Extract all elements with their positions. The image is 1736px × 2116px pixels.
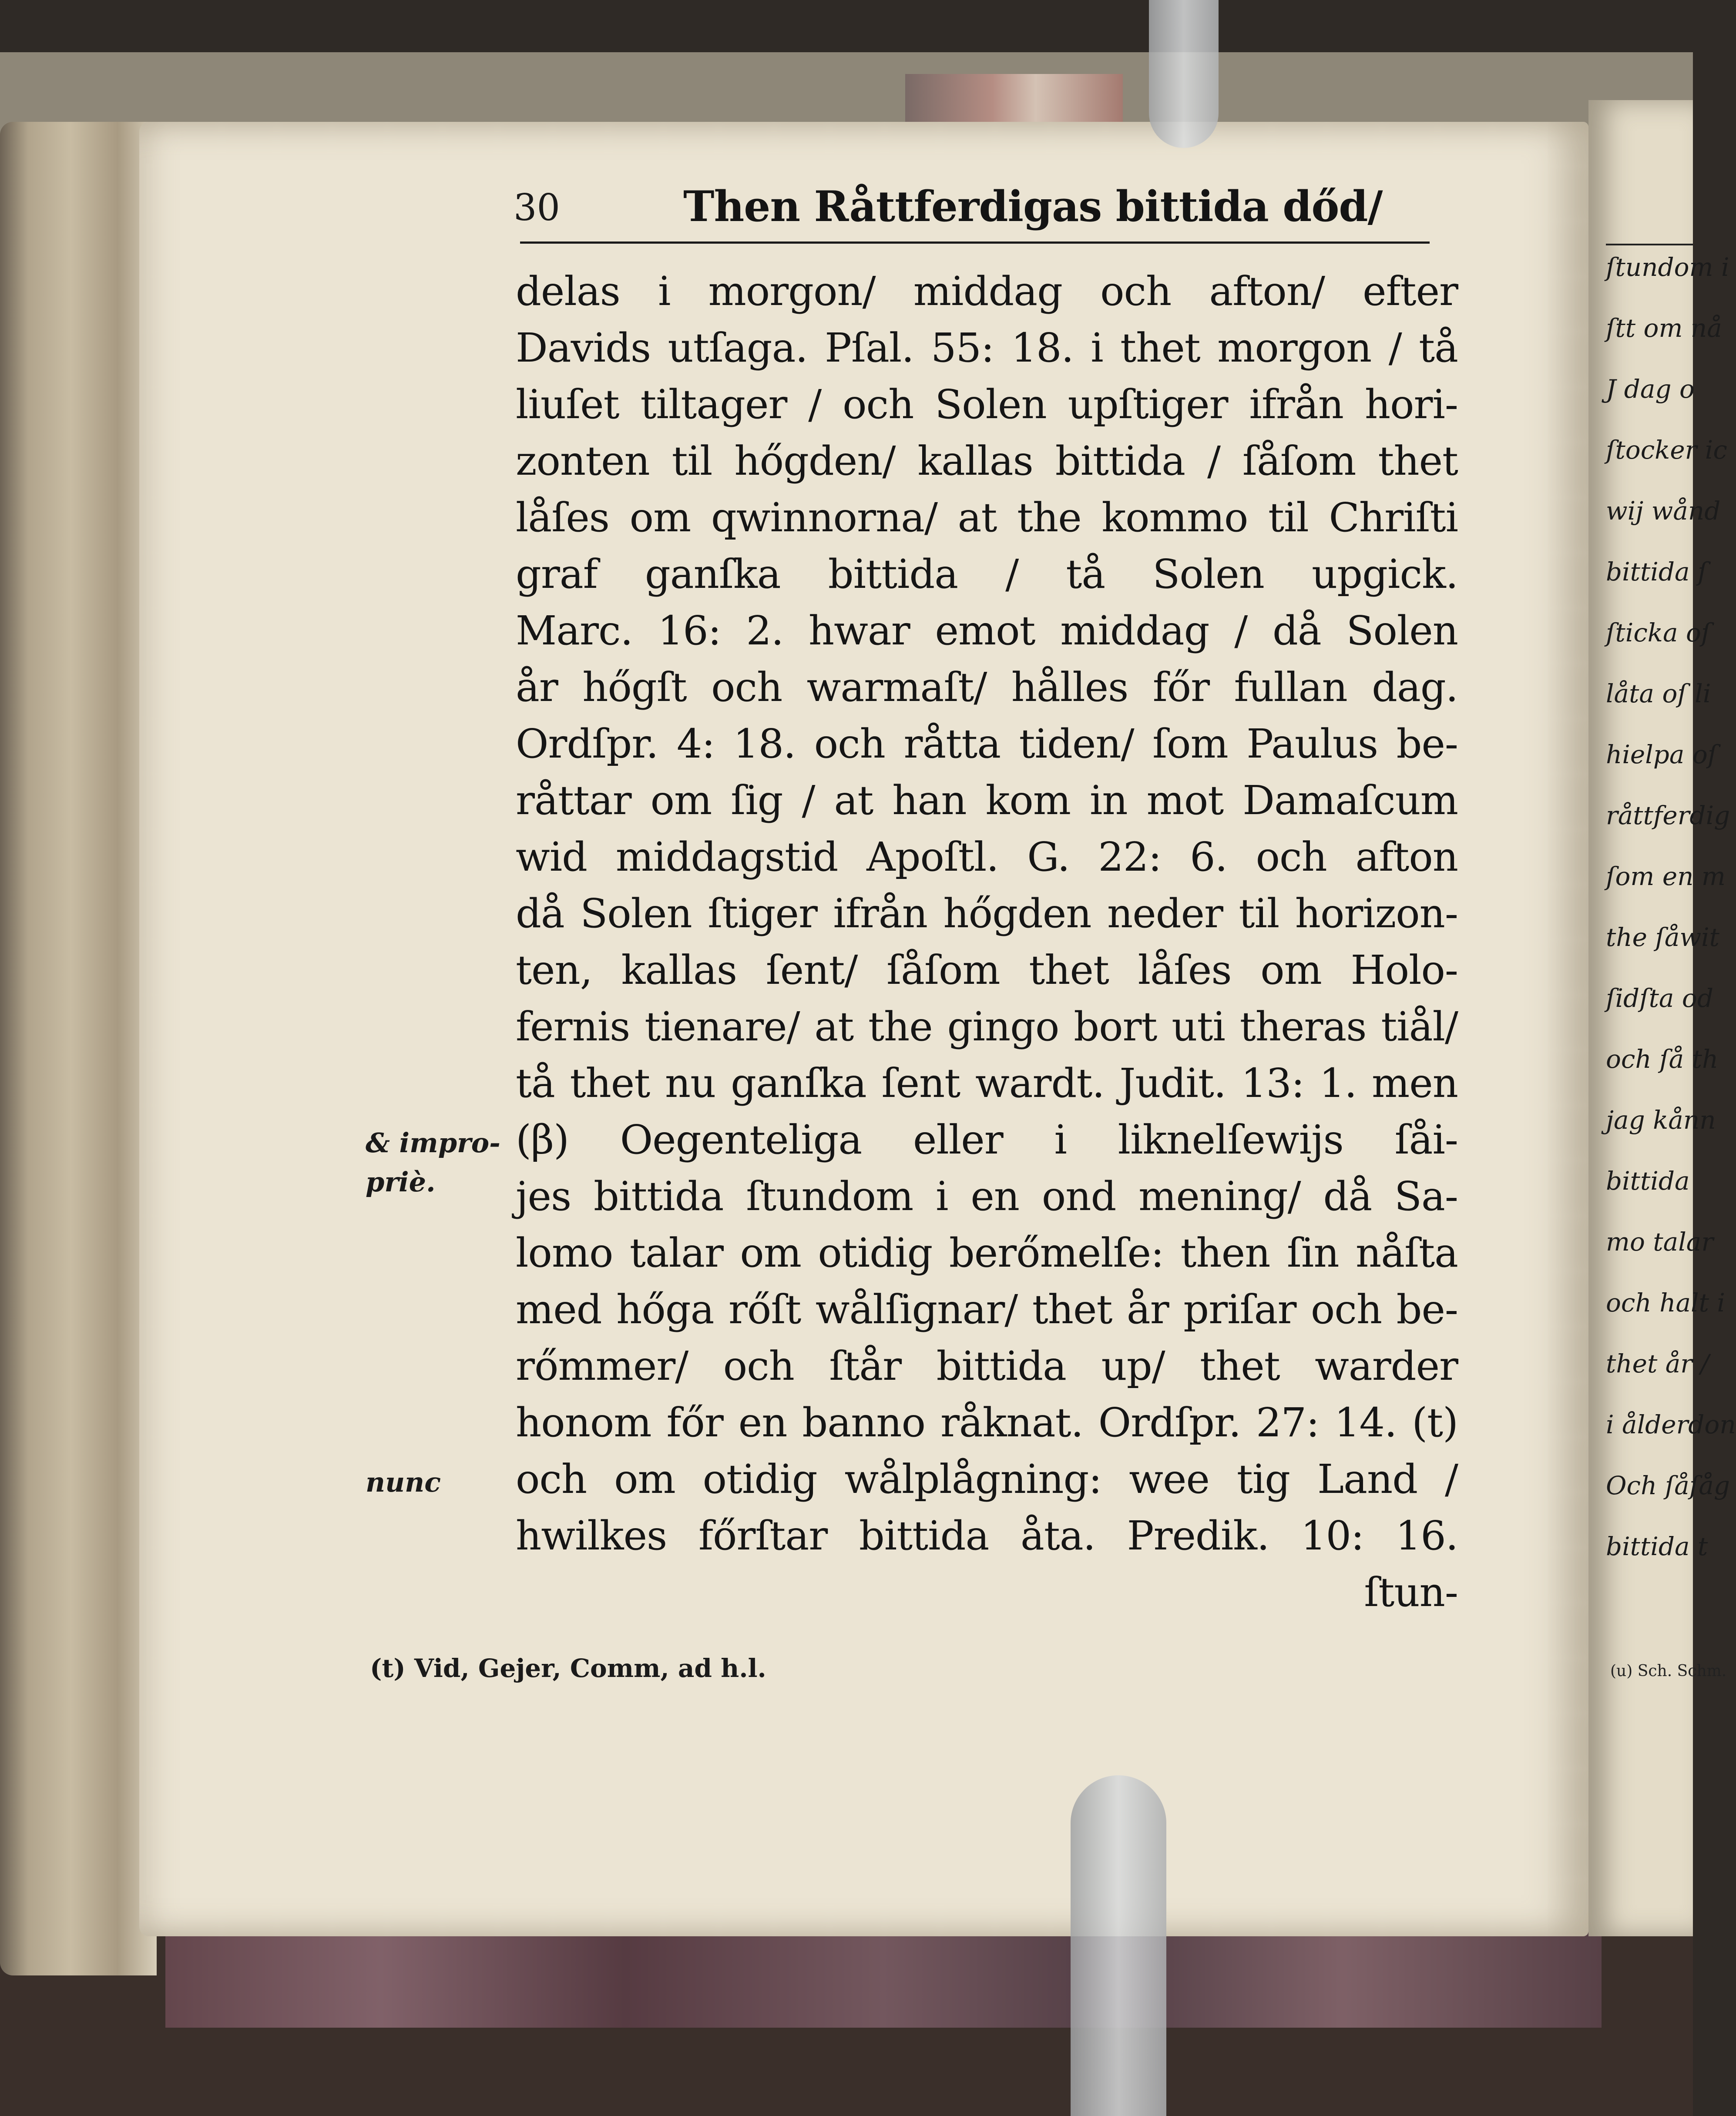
text-line: råttar om ſig / at han kom in mot Damaſcum (516, 777, 1458, 824)
facing-page-line: låta oſ li (1606, 679, 1711, 708)
facing-page-line: ſtocker ic (1606, 435, 1727, 465)
facing-page-line: ſidſta od (1606, 983, 1713, 1013)
body-text (516, 263, 1458, 1621)
catchword: ſtun- (1364, 1569, 1458, 1616)
page-number: 30 (514, 186, 560, 229)
page-stack-edge (0, 122, 157, 1975)
text-line: zonten til hőgden/ kallas bittida / ſåſom thet (516, 438, 1458, 484)
margin-note-improprie-1: & impro- (366, 1127, 500, 1159)
text-line: hwilkes főrſtar bittida åta. Predik. 10: 16. (516, 1512, 1458, 1559)
facing-page-rule (1606, 244, 1693, 245)
text-line: ten, kallas ſent/ ſåſom thet låſes om Holo- (516, 947, 1458, 993)
text-line: tå thet nu ganſka ſent wardt. Judit. 13: 1. men (516, 1060, 1458, 1107)
text-line: rőmmer/ och ſtår bittida up/ thet warder (516, 1343, 1458, 1389)
facing-page-line: ſticka oſ (1606, 618, 1711, 647)
facing-page-line: thet år / (1606, 1349, 1709, 1378)
header-rule (520, 241, 1430, 244)
text-line: jes bittida ſtundom i en ond mening/ då Sa- (516, 1173, 1458, 1220)
facing-page-line: ſtundom i (1606, 252, 1729, 282)
facing-page-line: mo talar (1606, 1227, 1714, 1257)
page-clip-bottom (1071, 1775, 1166, 2116)
text-line: låſes om qwinnorna/ at the kommo til Chriſti (516, 494, 1458, 541)
facing-page-line: i ålderdon (1606, 1410, 1736, 1439)
text-line: Marc. 16: 2. hwar emot middag / då Solen (516, 607, 1458, 654)
margin-note-improprie-2: priè. (366, 1166, 436, 1198)
text-line: lomo talar om otidig berőmelſe: then ſin nåſta (516, 1230, 1458, 1276)
text-line: och om otidig wålplågning: wee tig Land / (516, 1456, 1458, 1502)
text-line: fernis tienare/ at the gingo bort uti theras tiål/ (516, 1003, 1458, 1050)
facing-page-line: ſtt om nå (1606, 313, 1722, 343)
facing-page-line: ſom en m (1606, 862, 1726, 891)
text-line: delas i morgon/ middag och afton/ efter (516, 268, 1458, 315)
text-line: honom főr en banno råknat. Ordſpr. 27: 14. (t) (516, 1399, 1458, 1446)
text-line: wid middagstid Apoſtl. G. 22: 6. och afton (516, 834, 1458, 880)
page-clip-top (1149, 0, 1219, 148)
facing-page-line: J dag o (1606, 374, 1695, 404)
text-line: Ordſpr. 4: 18. och råtta tiden/ ſom Paulus be- (516, 721, 1458, 767)
facing-page-line: hielpa oſ (1606, 740, 1717, 769)
margin-note-nunc: nunc (366, 1466, 441, 1498)
facing-page-footnote: (u) Sch. Schm. (1610, 1662, 1727, 1680)
text-line: med hőga rőſt wålſignar/ thet år priſar och be- (516, 1286, 1458, 1333)
facing-page-line: bittida t (1606, 1532, 1708, 1561)
footnote: (t) Vid, Gejer, Comm, ad h.l. (370, 1653, 766, 1683)
facing-page-line: bittida (1606, 1166, 1690, 1196)
facing-page-line: the ſåwit (1606, 922, 1719, 952)
text-line: graf ganſka bittida / tå Solen upgick. (516, 551, 1458, 597)
facing-page-line: Och ſåſåg (1606, 1471, 1730, 1500)
facing-page-line: bittida ſ (1606, 557, 1707, 587)
text-line: år hőgſt och warmaſt/ hålles főr fullan dag. (516, 664, 1458, 711)
text-line: liuſet tiltager / och Solen upſtiger ifrån hori- (516, 381, 1458, 428)
page-header (514, 178, 1449, 231)
running-head: Then Råttferdigas bittida dőd/ (683, 182, 1383, 231)
text-line: (β) Oegenteliga eller i liknelſewijs ſåi- (516, 1117, 1458, 1163)
facing-page-line: wij wånd (1606, 496, 1721, 526)
facing-page-line: jag kånn (1606, 1105, 1716, 1135)
text-line: Davids utſaga. Pſal. 55: 18. i thet morgon / tå (516, 325, 1458, 371)
facing-page-line: råttferdig (1606, 801, 1730, 830)
facing-page-line: och halt i (1606, 1288, 1725, 1318)
text-line: då Solen ſtiger ifrån hőgden neder til horizon- (516, 890, 1458, 937)
facing-page-line: och ſå th (1606, 1044, 1719, 1074)
